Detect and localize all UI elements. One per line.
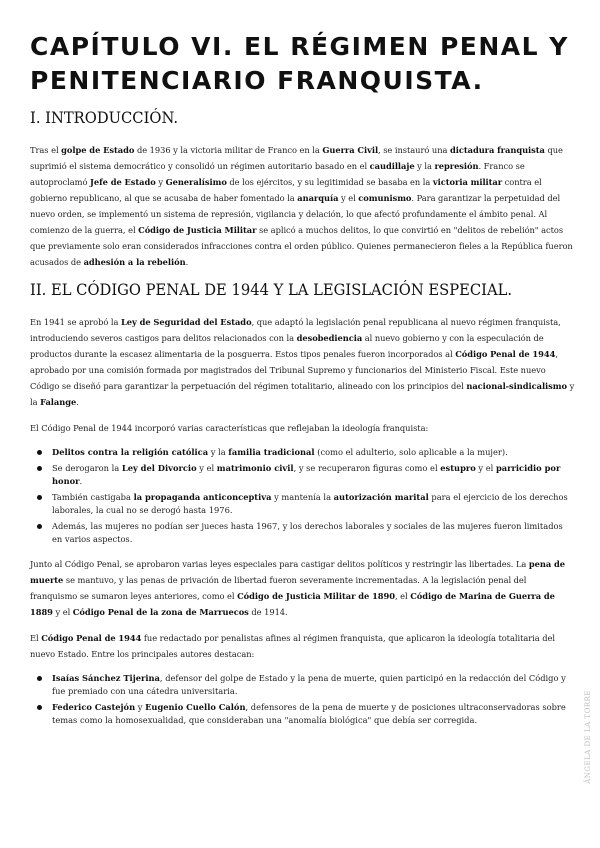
text-run: fue redactado por penalistas afines al régimen franquista, que aplicaron la ideología totalitaria del nuevo Estado. Entre los principales autores destacan: xyxy=(30,633,555,659)
text-run: se mantuvo, y las penas de privación de libertad fueron severamente incrementadas. A la legislación penal del franquismo se sumaron leyes anteriores, como el xyxy=(30,575,527,601)
text-run: . xyxy=(76,397,79,407)
list-item xyxy=(52,520,575,546)
list-item xyxy=(52,672,575,698)
bold-term: nacional-sindicalismo xyxy=(466,381,567,391)
text-run: y la xyxy=(30,381,575,407)
text-run: , defensor del golpe de Estado y la pena de muerte, quien participó en la redacción del Código y fue premiado con una cátedra universitaria. xyxy=(52,673,566,696)
bold-term: Código de Marina de Guerra de 1889 xyxy=(30,591,555,617)
paragraph xyxy=(30,314,575,410)
bold-term: Ley del Divorcio xyxy=(121,463,197,473)
document-body xyxy=(30,108,575,727)
text-run: y el xyxy=(196,463,217,473)
text-run: , aprobado por una comisión formada por magistrados del Tribunal Supremo y funcionarios del Ministerio Fiscal. Este nuevo Código se diseñó para garantizar la perpetuación del régimen totalitario, alineado con los principios del xyxy=(30,349,558,391)
text-run: y xyxy=(135,702,146,712)
bold-term: pena de muerte xyxy=(30,559,566,585)
text-run: , defensores de la pena de muerte y de posiciones ultraconservadoras sobre temas como la homosexualidad, que consideraban una "anomalía biológica" que debía ser corregida. xyxy=(52,702,566,725)
bold-term: parricidio por honor xyxy=(52,463,561,486)
text-run: Tras el xyxy=(30,145,62,155)
text-run: También castigaba xyxy=(52,492,134,502)
text-run: El xyxy=(30,633,42,643)
bold-term: caudillaje xyxy=(369,161,415,171)
text-run: y el xyxy=(475,463,496,473)
bold-term: golpe de Estado xyxy=(61,145,135,155)
text-run: . xyxy=(79,476,83,486)
text-run: . xyxy=(185,257,189,267)
text-run: para el ejercicio de los derechos laborales, la cual no se derogó hasta 1976. xyxy=(52,492,568,515)
bold-term: dictadura franquista xyxy=(449,145,545,155)
text-run: . Franco se autoproclamó xyxy=(30,161,525,187)
text-run: y mantenía la xyxy=(271,492,334,502)
text-run: (como el adulterio, solo aplicable a la mujer). xyxy=(314,447,508,457)
text-run: de 1914. xyxy=(248,607,288,617)
bold-term: Código de Justicia Militar de 1890 xyxy=(237,591,395,601)
bold-term: estupro xyxy=(440,463,476,473)
bold-term: Jefe de Estado xyxy=(90,177,156,187)
text-run: En 1941 se aprobó la xyxy=(30,317,121,327)
bold-term: anarquía xyxy=(297,193,339,203)
text-run: Además, las mujeres no podían ser jueces hasta 1967, y los derechos laborales y sociales de las mujeres fueron limitados en varios aspectos. xyxy=(52,521,563,544)
bold-term: Federico Castejón xyxy=(52,702,136,712)
text-run: y xyxy=(155,177,166,187)
bold-term: Código Penal de 1944 xyxy=(41,633,142,643)
author-watermark: ÁNGELA DE LA TORRE xyxy=(584,690,592,784)
text-run: y la xyxy=(414,161,435,171)
bold-term: matrimonio civil xyxy=(216,463,294,473)
paragraph xyxy=(30,142,575,270)
bold-term: familia tradicional xyxy=(228,447,315,457)
text-run: contra el gobierno republicano, al que se acusaba de haber fomentado la xyxy=(30,177,542,203)
text-run: se aplicó a muchos delitos, lo que convirtió en "delitos de rebelión" actos que previamente solo eran considerados infracciones contra el orden público. Quienes permanecieron fieles a la República fueron acusados de xyxy=(30,225,573,267)
bold-term: represión xyxy=(434,161,479,171)
bold-term: Delitos contra la religión católica xyxy=(52,447,209,457)
text-run: de los ejércitos, y su legitimidad se basaba en la xyxy=(226,177,433,187)
text-run: , el xyxy=(394,591,411,601)
list-item xyxy=(52,462,575,488)
paragraph xyxy=(30,556,575,620)
paragraph xyxy=(30,420,575,436)
text-run: , que adaptó la legislación penal republicana al nuevo régimen franquista, introduciendo severos castigos para delitos relacionados con la xyxy=(30,317,561,343)
bold-term: Falange xyxy=(40,397,77,407)
bold-term: Generalísimo xyxy=(165,177,227,187)
text-run: . Para garantizar la perpetuidad del nuevo orden, se implementó un sistema de represión, vigilancia y delación, lo que afectó profundamente el ámbito penal. Al comienzo de la guerra, el xyxy=(30,193,561,235)
bold-term: victoria militar xyxy=(432,177,503,187)
text-run: y el xyxy=(52,607,73,617)
text-run: que suprimió el sistema democrático y consolidó un régimen autoritario basado en el xyxy=(30,145,563,171)
bold-term: Código Penal de la zona de Marruecos xyxy=(72,607,249,617)
bold-term: Eugenio Cuello Calón xyxy=(145,702,246,712)
bold-term: Código de Justicia Militar xyxy=(138,225,257,235)
bold-term: Isaías Sánchez Tijerina xyxy=(52,673,160,683)
text-run: Junto al Código Penal, se aprobaron varias leyes especiales para castigar delitos políticos y restringir las libertades. La xyxy=(30,559,529,569)
bold-term: adhesión a la rebelión xyxy=(83,257,186,267)
bullet-list xyxy=(30,446,575,546)
text-run: y el xyxy=(338,193,359,203)
text-run: , y se recuperaron figuras como el xyxy=(293,463,441,473)
text-run: El Código Penal de 1944 incorporó varias características que reflejaban la ideología franquista: xyxy=(30,423,429,433)
bold-term: Guerra Civil xyxy=(322,145,379,155)
bold-term: Código Penal de 1944 xyxy=(455,349,556,359)
document-page xyxy=(30,30,575,737)
paragraph xyxy=(30,630,575,662)
section-heading: II. EL CÓDIGO PENAL DE 1944 Y LA LEGISLACIÓN ESPECIAL. xyxy=(30,280,513,299)
list-item xyxy=(52,701,575,727)
section-heading: I. INTRODUCCIÓN. xyxy=(30,108,179,127)
text-run: Se derogaron la xyxy=(52,463,122,473)
bold-term: autorización marital xyxy=(333,492,429,502)
text-run: , se instauró una xyxy=(378,145,450,155)
bold-term: comunismo xyxy=(358,193,412,203)
list-item xyxy=(52,446,575,459)
chapter-title: CAPÍTULO VI. EL RÉGIMEN PENAL Y PENITENCIARIO FRANQUISTA. xyxy=(30,32,569,95)
bold-term: desobediencia xyxy=(296,333,363,343)
text-run: de 1936 y la victoria militar de Franco en la xyxy=(134,145,323,155)
bullet-list xyxy=(30,672,575,727)
text-run: y la xyxy=(208,447,229,457)
bold-term: Ley de Seguridad del Estado xyxy=(120,317,252,327)
list-item xyxy=(52,491,575,517)
text-run: al nuevo gobierno y con la especulación de productos durante la escasez alimentaria de la posguerra. Estos tipos penales fueron incorporados al xyxy=(30,333,544,359)
bold-term: la propaganda anticonceptiva xyxy=(133,492,272,502)
